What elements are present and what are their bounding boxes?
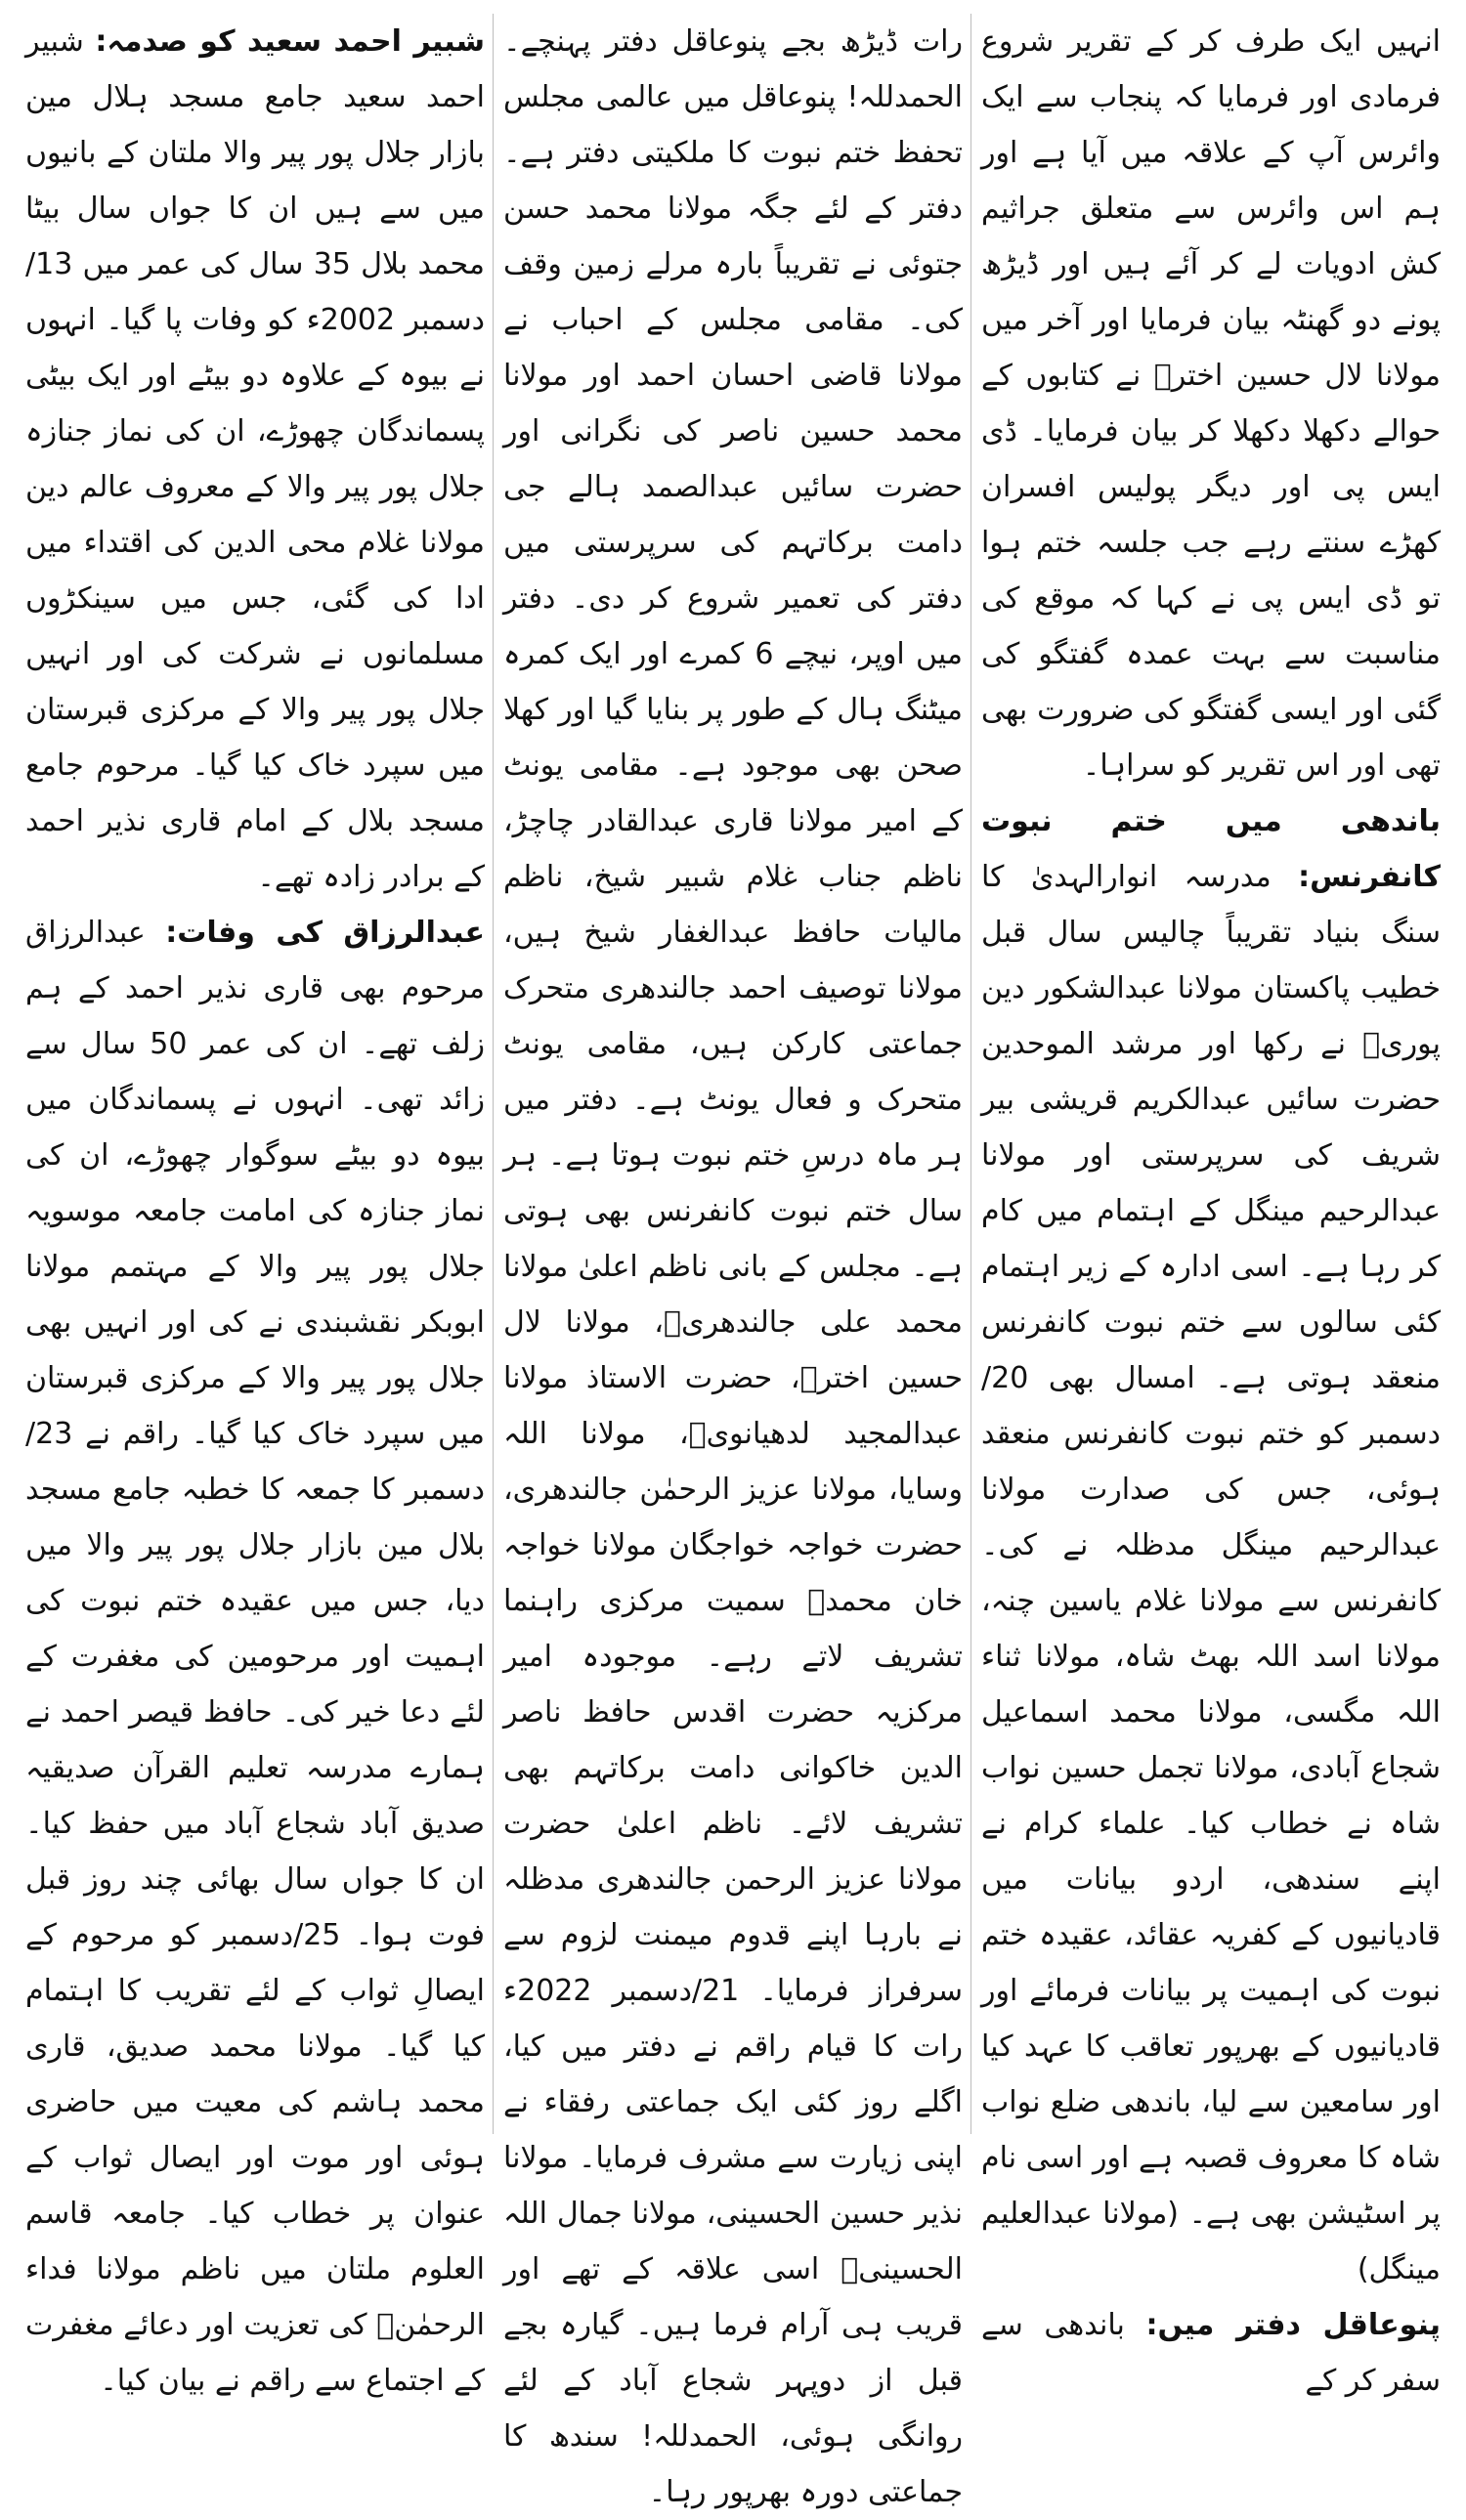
column-divider [970, 14, 971, 2134]
paragraph [25, 14, 485, 905]
paragraph: انہیں ایک طرف کر کے تقریر شروع فرمادی اور فرمایا کہ پنجاب سے ایک وائرس آپ کے علاقہ میں آیا ہے اور ہم اس وائرس سے متعلق جراثیم کش ادویات لے کر آئے ہیں اور ڈیڑھ پونے دو گھنٹہ بیان فرمایا اور آخر میں مولانا لال حسین اخترؒ نے کتابوں کے حوالے دکھلا دکھلا کر بیان فرمایا۔ ڈی ایس پی اور دیگر پولیس افسران کھڑے سنتے رہے جب جلسہ ختم ہوا تو ڈی ایس پی نے کہا کہ موقع کی مناسبت سے بہت عمدہ گفتگو کی گئی اور ایسی گفتگو کی ضرورت بھی تھی اور اس تقریر کو سراہا۔ [981, 24, 1441, 783]
paragraph-text: عبدالرزاق مرحوم بھی قاری نذیر احمد کے ہم زلف تھے۔ ان کی عمر 50 سال سے زائد تھی۔ انہوں نے پسماندگان میں بیوہ دو بیٹے سوگوار چھوڑے، ان کی نماز جنازہ کی امامت جامعہ موسویہ جلال پور پیر والا کے مہتمم مولانا ابوبکر نقشبندی نے کی اور انہیں بھی جلال پور پیر والا کے مرکزی قبرستان میں سپرد خاک کیا گیا۔ راقم نے 23/دسمبر کا جمعہ کا خطبہ جامع مسجد بلال مین بازار جلال پور پیر والا میں دیا، جس میں عقیدہ ختم نبوت کی اہمیت اور مرحومین کی مغفرت کے لئے دعا خیر کی۔ حافظ قیصر احمد نے ہمارے مدرسہ تعلیم القرآن صدیقیہ صدیق آباد شجاع آباد میں حفظ کیا۔ ان کا جواں سال بھائی چند روز قبل فوت ہوا۔ 25/دسمبر کو مرحوم کے ایصالِ ثواب کے لئے تقریب کا اہتمام کیا گیا۔ مولانا محمد صدیق، قاری محمد ہاشم کی معیت میں حاضری ہوئی اور موت اور ایصال ثواب کے عنوان پر خطاب کیا۔ جامعہ قاسم العلوم ملتان میں ناظم مولانا فداء الرحمٰنؒ کی تعزیت اور دعائے مغفرت کے اجتماع سے راقم نے بیان کیا۔ [25, 916, 485, 2398]
paragraph [981, 793, 1441, 2297]
paragraph [25, 905, 485, 2409]
section-heading: پنوعاقل دفتر میں: [1145, 2308, 1441, 2342]
paragraph-text: شبیر احمد سعید جامع مسجد ہلال مین بازار جلال پور پیر والا ملتان کے بانیوں میں سے ہیں ان کا جواں سال بیٹا محمد بلال 35 سال کی عمر میں 13/دسمبر 2002ء کو وفات پا گیا۔ انہوں نے بیوہ کے علاوہ دو بیٹے اور ایک بیٹی پسماندگان چھوڑے، ان کی نماز جنازہ جلال پور پیر والا کے معروف عالم دین مولانا غلام محی الدین کی اقتداء میں ادا کی گئی، جس میں سینکڑوں مسلمانوں نے شرکت کی اور انہیں جلال پور پیر والا کے مرکزی قبرستان میں سپرد خاک کیا گیا۔ مرحوم جامع مسجد بلال کے امام قاری نذیر احمد کے برادر زادہ تھے۔ [25, 24, 485, 894]
column-left [25, 14, 485, 2398]
section-heading: شبیر احمد سعید کو صدمہ: [95, 24, 485, 59]
paragraph: رات ڈیڑھ بجے پنوعاقل دفتر پہنچے۔ الحمدللہ! پنوعاقل میں عالمی مجلس تحفظ ختم نبوت کا ملکیتی دفتر ہے۔ دفتر کے لئے جگہ مولانا محمد حسن جتوئی نے تقریباً بارہ مرلے زمین وقف کی۔ مقامی مجلس کے احباب نے مولانا قاضی احسان احمد اور مولانا محمد حسین ناصر کی نگرانی اور حضرت سائیں عبدالصمد ہالے جی دامت برکاتہم کی سرپرستی میں دفتر کی تعمیر شروع کر دی۔ دفتر میں اوپر، نیچے 6 کمرے اور ایک کمرہ میٹنگ ہال کے طور پر بنایا گیا اور کھلا صحن بھی موجود ہے۔ مقامی یونٹ کے امیر مولانا قاری عبدالقادر چاچڑ، ناظم جناب غلام شبیر شیخ، ناظم مالیات حافظ عبدالغفار شیخ ہیں، مولانا توصیف احمد جالندھری متحرک جماعتی کارکن ہیں، مقامی یونٹ متحرک و فعال یونٹ ہے۔ دفتر میں ہر ماہ درسِ ختم نبوت ہوتا ہے۔ ہر سال ختم نبوت کانفرنس بھی ہوتی ہے۔ مجلس کے بانی ناظم اعلیٰ مولانا محمد علی جالندھریؒ، مولانا لال حسین اخترؒ، حضرت الاستاذ مولانا عبدالمجید لدھیانویؒ، مولانا اللہ وسایا، مولانا عزیز الرحمٰن جالندھری، حضرت خواجہ خواجگان مولانا خواجہ خان محمدؒ سمیت مرکزی راہنما تشریف لاتے رہے۔ موجودہ امیر مرکزیہ حضرت اقدس حافظ ناصر الدین خاکوانی دامت برکاتہم بھی تشریف لائے۔ ناظم اعلیٰ حضرت مولانا عزیز الرحمن جالندھری مدظلہ نے بارہا اپنے قدوم میمنت لزوم سے سرفراز فرمایا۔ 21/دسمبر 2022ء رات کا قیام راقم نے دفتر میں کیا، اگلے روز کئی ایک جماعتی رفقاء نے اپنی زیارت سے مشرف فرمایا۔ مولانا نذیر حسین الحسینی، مولانا جمال اللہ الحسینیؒ اسی علاقہ کے تھے اور قریب ہی آرام فرما ہیں۔ گیارہ بجے قبل از دوپہر شجاع آباد کے لئے روانگی ہوئی، الحمدللہ! سندھ کا جماعتی دورہ بھرپور رہا۔ [503, 24, 963, 2509]
column-divider [493, 14, 494, 2134]
paragraph [981, 2297, 1441, 2409]
section-heading: عبدالرزاق کی وفات: [165, 916, 485, 950]
section-heading: باندھی میں ختم نبوت کانفرنس: [981, 804, 1441, 894]
column-middle [503, 14, 963, 2509]
column-right [981, 14, 1441, 2398]
paragraph-text: باندھی سے سفر کر کے [981, 2308, 1441, 2398]
paragraph-text: مدرسہ انوارالہدیٰ کا سنگ بنیاد تقریباً چالیس سال قبل خطیب پاکستان مولانا عبدالشکور دین پوریؒ نے رکھا اور مرشد الموحدین حضرت سائیں عبدالکریم قریشی بیر شریف کی سرپرستی اور مولانا عبدالرحیم مینگل کے اہتمام میں کام کر رہا ہے۔ اسی ادارہ کے زیر اہتمام کئی سالوں سے ختم نبوت کانفرنس منعقد ہوتی ہے۔ امسال بھی 20/دسمبر کو ختم نبوت کانفرنس منعقد ہوئی، جس کی صدارت مولانا عبدالرحیم مینگل مدظلہ نے کی۔ کانفرنس سے مولانا غلام یاسین چنہ، مولانا اسد اللہ بھٹ شاہ، مولانا ثناء اللہ مگسی، مولانا محمد اسماعیل شجاع آبادی، مولانا تجمل حسین نواب شاہ نے خطاب کیا۔ علماء کرام نے اپنے سندھی، اردو بیانات میں قادیانیوں کے کفریہ عقائد، عقیدہ ختم نبوت کی اہمیت پر بیانات فرمائے اور قادیانیوں کے بھرپور تعاقب کا عہد کیا اور سامعین سے لیا، باندھی ضلع نواب شاہ کا معروف قصبہ ہے اور اسی نام پر اسٹیشن بھی ہے۔ (مولانا عبدالعلیم مینگل) [981, 860, 1441, 2286]
